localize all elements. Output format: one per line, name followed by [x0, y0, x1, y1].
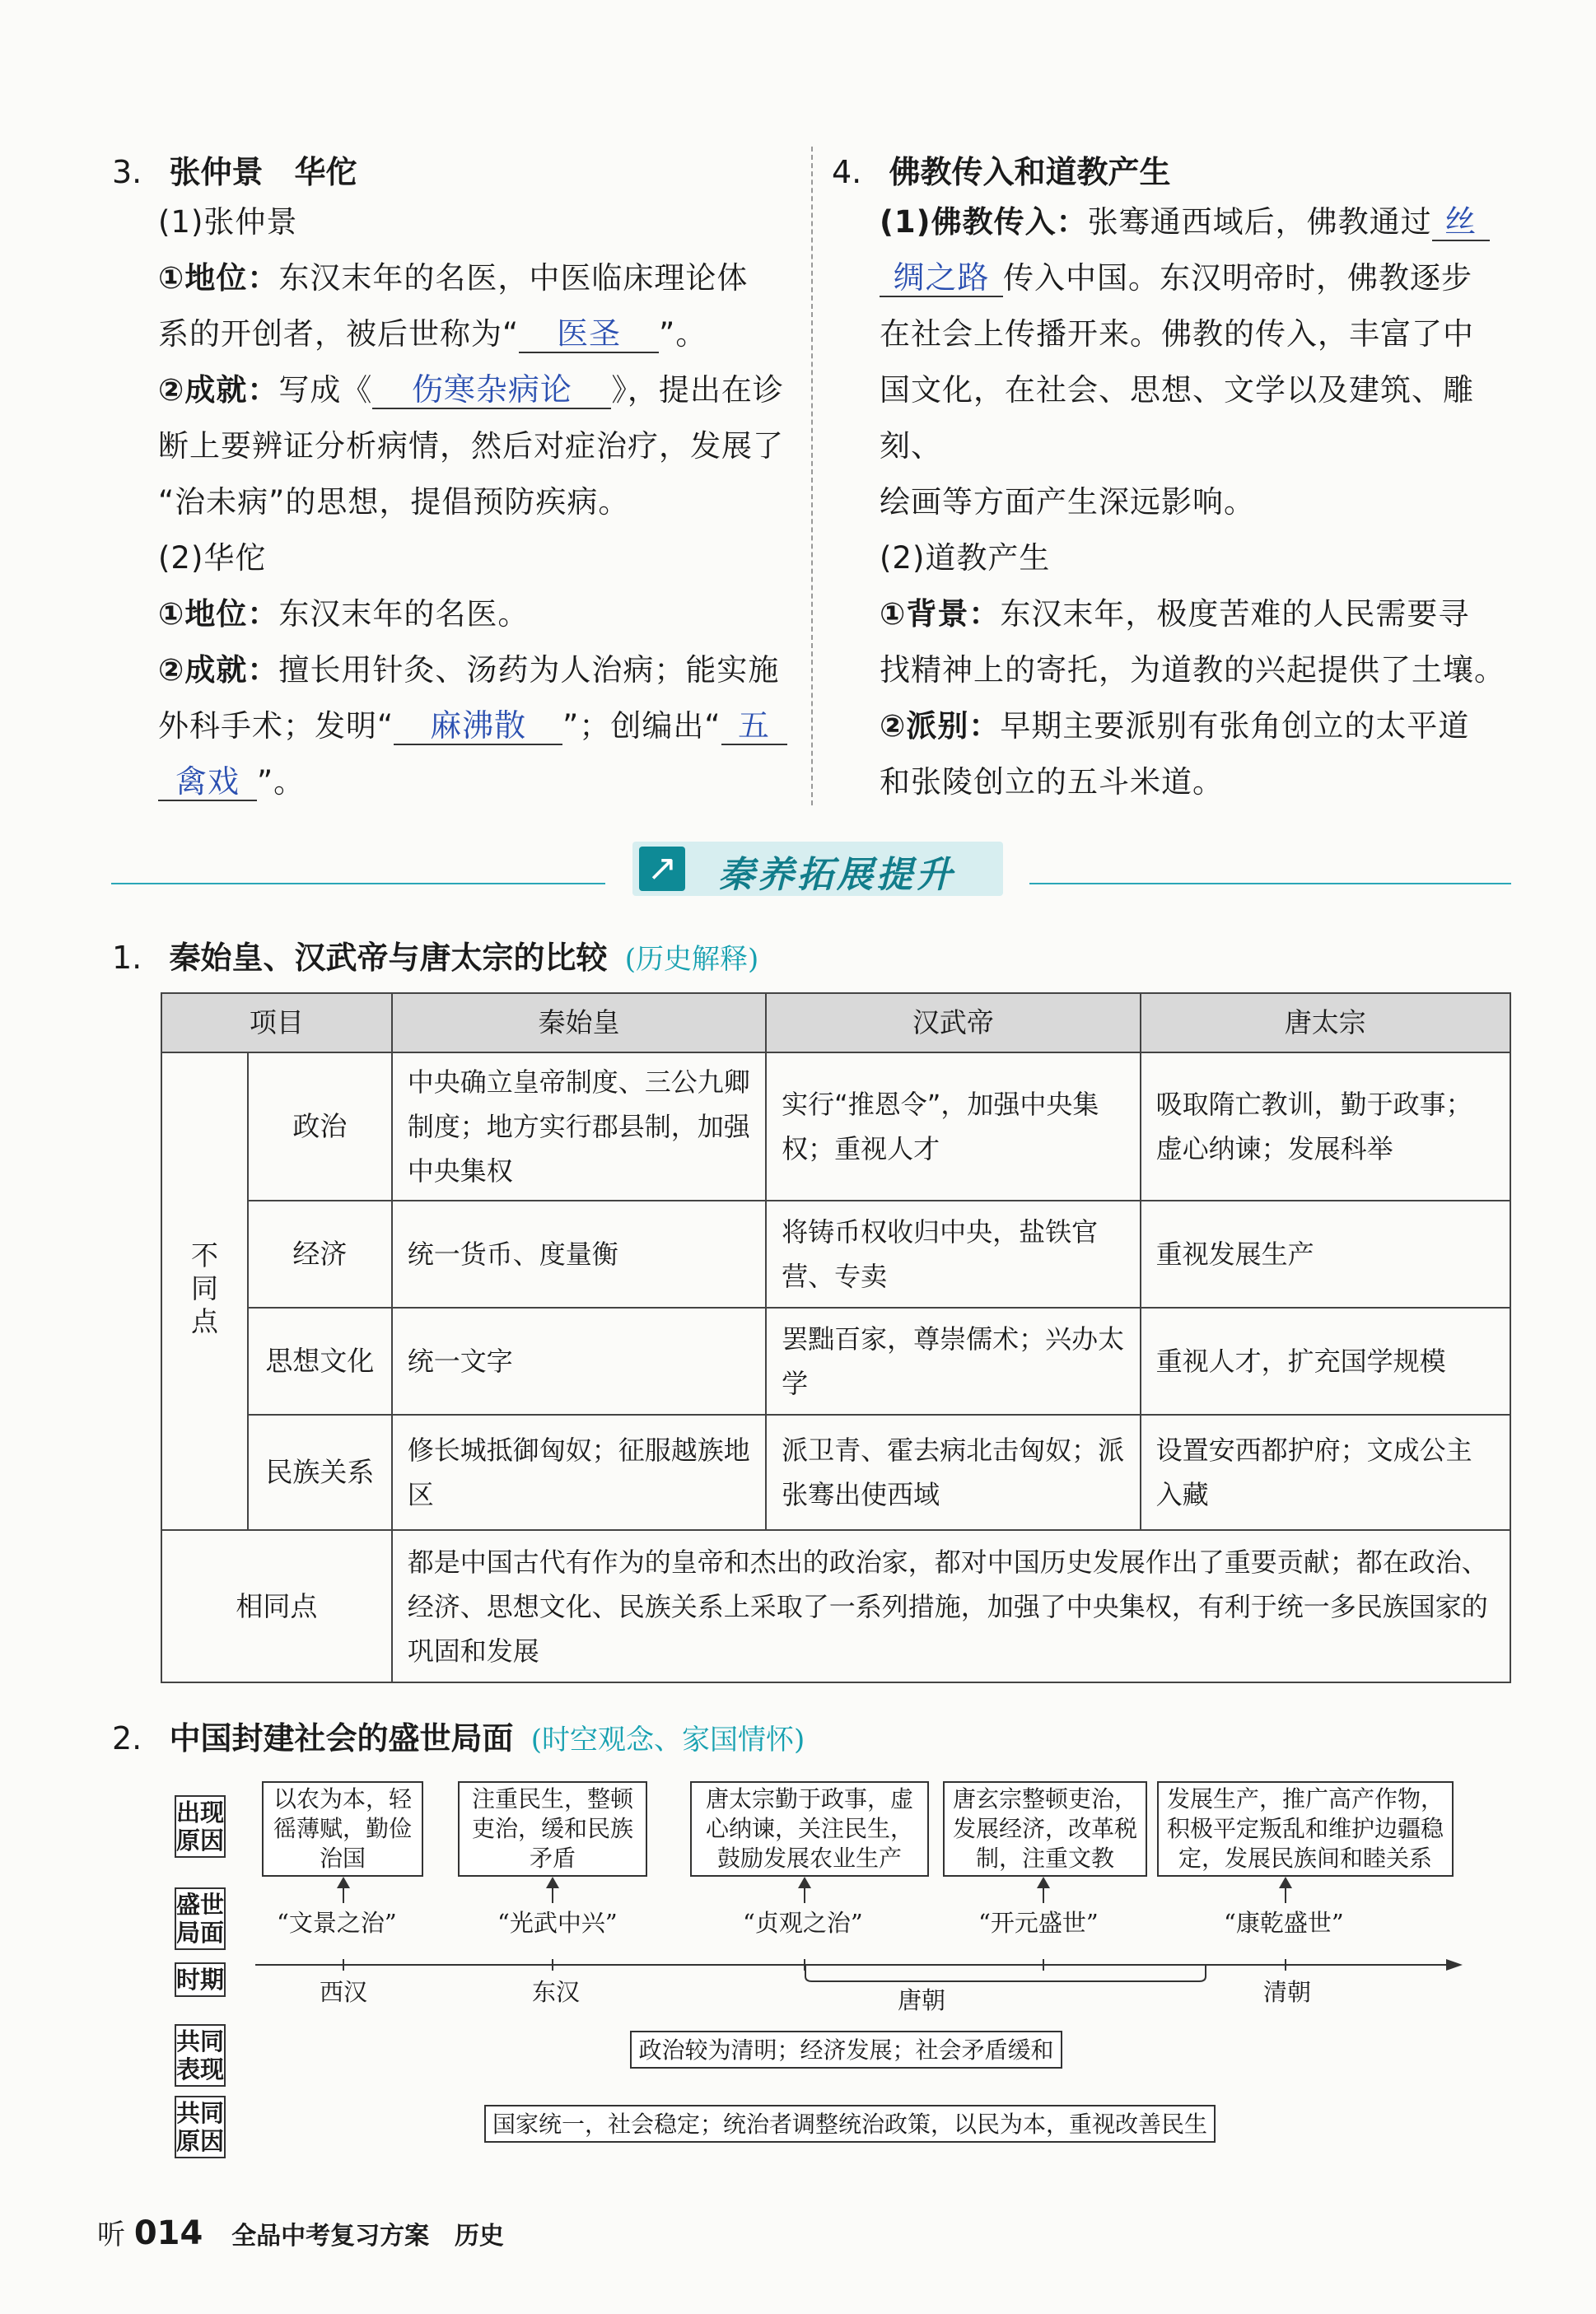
text-line: 找精神上的寄托，为道教的兴起提供了土壤。 [880, 652, 1505, 688]
prosperity-kaiyuan: “开元盛世” [978, 1909, 1099, 1937]
text-line: ”；创编出“ [562, 708, 721, 744]
background-label: ①背景： [880, 596, 1001, 632]
banner-title: 秦养拓展提升 [718, 854, 955, 896]
comparison-table [161, 992, 1511, 1683]
period-xihan: 西汉 [320, 1978, 368, 2006]
cell-tang: 重视人才，扩充国学规模 [1141, 1308, 1510, 1415]
left-heading-number: 3. [112, 154, 142, 190]
cause-box-guangwu: 注重民生，整顿吏治，缓和民族矛盾 [458, 1781, 647, 1877]
answer-fill-chouzhilu: 绸之路 [880, 259, 1003, 297]
cause-box-kaiyuan: 唐玄宗整顿吏治，发展经济，改革税制，注重文教 [943, 1781, 1147, 1877]
cell-han: 罢黜百家，尊崇儒术；兴办太学 [766, 1308, 1140, 1415]
q1-heading [112, 932, 758, 977]
text-line: 国文化，在社会、思想、文学以及建筑、雕刻、 [880, 372, 1474, 464]
arrow-up-icon [1043, 1878, 1044, 1903]
buddhism-subtitle: (1)佛教传入： [880, 204, 1088, 240]
prosperity-guangwu: “光武中兴” [497, 1909, 618, 1937]
q1-title: 秦始皇、汉武帝与唐太宗的比较 [169, 940, 608, 976]
label-prosperity: 盛世局面 [175, 1887, 226, 1950]
text-line: 绘画等方面产生深远影响。 [880, 484, 1255, 520]
cell-qin: 修长城抵御匈奴；征服越族地区 [392, 1415, 766, 1530]
footer-subject: 历史 [454, 2222, 504, 2251]
same-label: 相同点 [161, 1530, 392, 1682]
text-line: 东汉末年的名医，中医临床理论体 [278, 260, 749, 296]
status-label: ①地位： [158, 260, 279, 296]
status-label: ①地位： [158, 596, 279, 632]
period-tang: 唐朝 [898, 1986, 946, 2014]
answer-fill-si: 丝 [1432, 203, 1490, 241]
cell-han: 实行“推恩令”，加强中央集权；重视人才 [766, 1052, 1140, 1201]
cell-tang: 重视发展生产 [1141, 1201, 1510, 1308]
label-common-reason: 共同原因 [175, 2096, 226, 2158]
text-line: 》，提出在诊 [611, 372, 784, 408]
answer-fill-mafeisan: 麻沸散 [394, 707, 562, 745]
table-header-row [161, 993, 1510, 1052]
text-line: 写成《 [278, 372, 373, 408]
row-label: 思想文化 [248, 1308, 392, 1415]
answer-fill-qinxi: 禽戏 [158, 763, 257, 801]
group-label-text: 不同点 [190, 1239, 218, 1337]
header-tang: 唐太宗 [1141, 993, 1510, 1052]
row-label: 政治 [248, 1052, 392, 1201]
cause-box-wenjing: 以农为本，轻徭薄赋，勤俭治国 [262, 1781, 423, 1877]
arrow-up-right-icon: ↗ [639, 847, 685, 891]
group-label [161, 1052, 248, 1530]
arrow-up-icon [343, 1878, 344, 1903]
cause-box-zhenguan: 唐太宗勤于政事，虚心纳谏，关注民生，鼓励发展农业生产 [690, 1781, 929, 1877]
arrow-up-icon [1285, 1878, 1286, 1903]
q1-tag: (历史解释) [624, 943, 759, 976]
header-qin: 秦始皇 [392, 993, 766, 1052]
header-han: 汉武帝 [766, 993, 1140, 1052]
arrow-up-icon [804, 1878, 805, 1903]
timeline-tick [552, 1959, 553, 1971]
text-line: 传入中国。东汉明帝时，佛教逐步 [1003, 260, 1472, 296]
timeline-tick [1285, 1959, 1286, 1971]
prosperity-kangqian: “康乾盛世” [1224, 1909, 1344, 1937]
answer-fill-shanghan: 伤寒杂病论 [372, 371, 611, 409]
text-line: “治未病”的思想，提倡预防疾病。 [158, 484, 630, 520]
text-line: 和张陵创立的五斗米道。 [880, 764, 1224, 800]
right-heading [832, 147, 1171, 192]
footer-book: 全品中考复习方案 [231, 2222, 430, 2251]
cell-han: 派卫青、霍去病北击匈奴；派张骞出使西域 [766, 1415, 1140, 1530]
huatuo-subtitle: (2)华佗 [158, 540, 267, 576]
label-cause: 出现原因 [175, 1795, 226, 1858]
achievement-label: ②成就： [158, 652, 279, 688]
left-heading-text: 张仲景 华佗 [169, 154, 357, 190]
footer-prefix: 听 [97, 2218, 125, 2251]
timeline-tick [343, 1959, 344, 1971]
left-heading [112, 147, 357, 192]
common-reason-box: 国家统一，社会稳定；统治者调整统治政策，以民为本，重视改善民生 [484, 2105, 1216, 2143]
table-row [161, 1308, 1510, 1415]
cell-qin: 中央确立皇帝制度、三公九卿制度；地方实行郡县制，加强中央集权 [392, 1052, 766, 1201]
cell-tang: 吸取隋亡教训，勤于政事；虚心纳谏；发展科举 [1141, 1052, 1510, 1201]
achievement-label: ②成就： [158, 372, 279, 408]
banner-line-left [111, 883, 605, 884]
common-performance-box: 政治较为清明；经济发展；社会矛盾缓和 [630, 2031, 1062, 2069]
text-line: 在社会上传播开来。佛教的传入，丰富了中 [880, 316, 1474, 352]
table-row [161, 1052, 1510, 1201]
text-line: 早期主要派别有张角创立的太平道 [1000, 708, 1470, 744]
period-qing: 清朝 [1263, 1978, 1312, 2006]
right-heading-text: 佛教传入和道教产生 [889, 154, 1171, 190]
zhangzhongjing-subtitle: (1)张仲景 [158, 204, 298, 240]
text-line: ”。 [257, 764, 306, 800]
right-heading-number: 4. [832, 154, 862, 190]
cell-qin: 统一货币、度量衡 [392, 1201, 766, 1308]
table-row [161, 1530, 1510, 1682]
label-period: 时期 [175, 1962, 226, 1997]
timeline-tick [1043, 1959, 1044, 1971]
header-item: 项目 [161, 993, 392, 1052]
page-number: 014 [133, 2214, 203, 2252]
section-banner [632, 842, 1003, 896]
text-line: 外科手术；发明“ [158, 708, 394, 744]
same-text: 都是中国古代有作为的皇帝和杰出的政治家，都对中国历史发展作出了重要贡献；都在政治、经济、思想文化、民族关系上采取了一系列措施，加强了中央集权，有利于统一多民族国家的巩固和发展 [392, 1530, 1510, 1682]
row-label: 民族关系 [248, 1415, 392, 1530]
school-label: ②派别： [880, 708, 1001, 744]
q2-tag: (时空观念、家国情怀) [530, 1724, 805, 1756]
table-row [161, 1201, 1510, 1308]
q2-heading [112, 1713, 805, 1758]
column-divider [811, 147, 813, 805]
text-line: 东汉末年，极度苦难的人民需要寻 [1000, 596, 1470, 632]
text-line: 东汉末年的名医。 [278, 596, 530, 632]
label-common-performance: 共同表现 [175, 2024, 226, 2087]
cell-qin: 统一文字 [392, 1308, 766, 1415]
text-line: 张骞通西域后，佛教通过 [1087, 204, 1432, 240]
period-donghan: 东汉 [532, 1978, 581, 2006]
prosperity-zhenguan: “贞观之治” [743, 1909, 863, 1937]
text-line: 擅长用针灸、汤药为人治病；能实施 [278, 652, 780, 688]
q2-title: 中国封建社会的盛世局面 [169, 1720, 514, 1756]
text-line: 断上要辨证分析病情，然后对症治疗，发展了 [158, 428, 784, 464]
cell-tang: 设置安西都护府；文成公主入藏 [1141, 1415, 1510, 1530]
prosperity-wenjing: “文景之治” [277, 1909, 397, 1937]
answer-fill-wu: 五 [721, 707, 787, 745]
taoism-subtitle: (2)道教产生 [880, 540, 1051, 576]
banner-line-right [1029, 883, 1511, 884]
timeline-tick [804, 1959, 805, 1971]
left-body [158, 194, 792, 810]
text-line: ”。 [659, 316, 707, 352]
q1-number: 1. [112, 940, 142, 976]
arrow-up-icon [552, 1878, 553, 1903]
table-row [161, 1415, 1510, 1530]
row-label: 经济 [248, 1201, 392, 1308]
text-line: 系的开创者，被后世称为“ [158, 316, 520, 352]
cell-han: 将铸币权收归中央，盐铁官营、专卖 [766, 1201, 1140, 1308]
q2-number: 2. [112, 1720, 142, 1756]
answer-fill-yisheng: 医圣 [519, 315, 659, 353]
cause-box-kangqian: 发展生产，推广高产作物，积极平定叛乱和维护边疆稳定，发展民族间和睦关系 [1157, 1781, 1454, 1877]
right-body [880, 194, 1522, 810]
footer [97, 2212, 504, 2252]
